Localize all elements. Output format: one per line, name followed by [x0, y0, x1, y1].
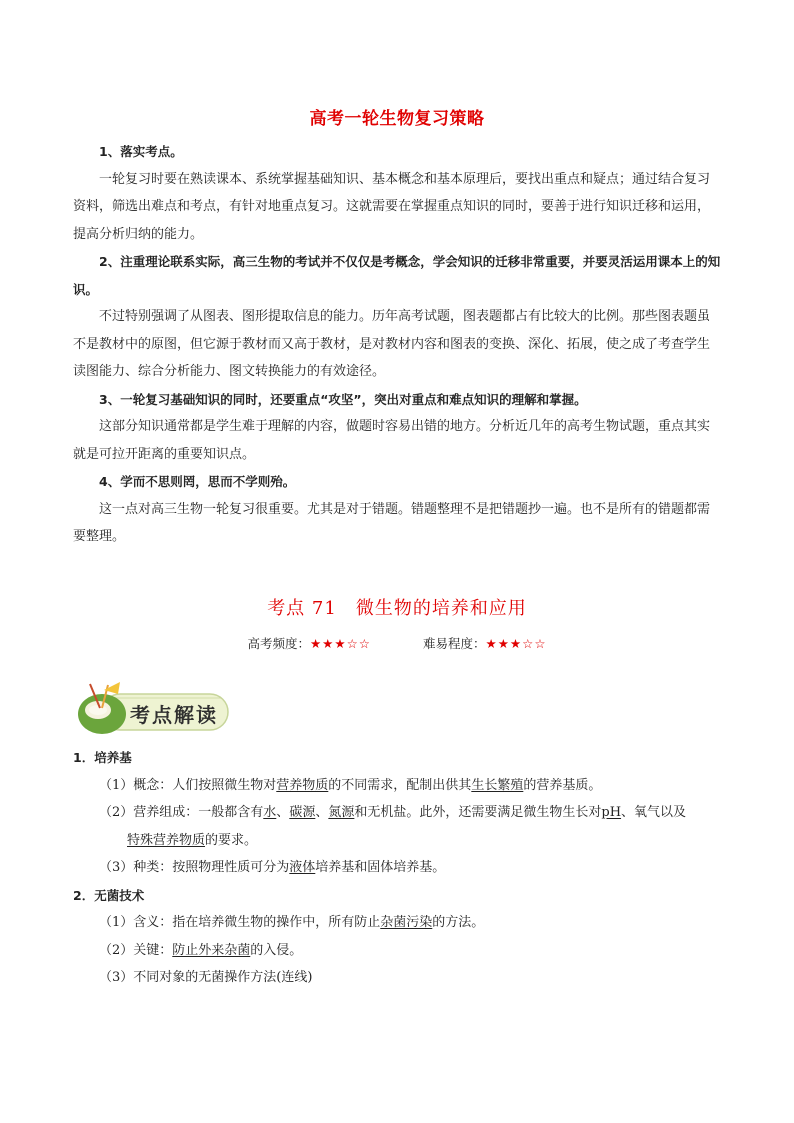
underlined-term: 水 — [263, 805, 277, 820]
section-1-item-2: （2）营养组成：一般都含有水、碳源、氮源和无机盐。此外，还需要满足微生物生长对pH、氧气以及 — [99, 805, 687, 820]
difficulty-stars-filled: ★★★ — [485, 636, 523, 651]
point-4-text: 这一点对高三生物一轮复习很重要。尤其是对于错题。错题整理不是把错题抄一遍。也不是所有的错题都需要整理。 — [73, 501, 711, 544]
strategy-body — [73, 138, 721, 551]
frequency-label: 高考频度： — [247, 636, 310, 651]
banner-text: 考点解读 — [130, 703, 218, 727]
section-1-item-3: （3）种类：按照物理性质可分为液体培养基和固体培养基。 — [99, 860, 446, 875]
underlined-term: 杂菌污染 — [380, 915, 433, 930]
difficulty-label: 难易程度： — [422, 636, 486, 651]
point-1-heading: 1、落实考点。 — [99, 144, 183, 159]
point-2-text: 不过特别强调了从图表、图形提取信息的能力。历年高考试题，图表题都占有比较大的比例。那些图表题虽不是教材中的原图，但它源于教材而又高于教材，是对教材内容和图表的变换、深化、拓展，使之成了考查学生读图能力、综合分析能力、图文转换能力的有效途径。 — [73, 309, 711, 379]
frequency-rating — [247, 634, 371, 652]
underlined-term: 生长繁殖 — [471, 777, 524, 793]
section-1-heading: 1．培养基 — [73, 750, 132, 765]
strategy-title: 高考一轮生物复习策略 — [309, 109, 485, 129]
section-2-heading: 2．无菌技术 — [73, 887, 145, 903]
difficulty-stars-empty: ☆☆ — [522, 636, 547, 651]
coconut-icon — [78, 682, 126, 734]
underlined-term: 特殊营养物质 — [127, 832, 206, 848]
topic-content — [73, 744, 725, 992]
section-2-item-3: （3）不同对象的无菌操作方法(连线) — [99, 970, 313, 985]
underlined-term: 营养物质 — [276, 777, 329, 793]
underlined-term: pH — [601, 805, 622, 820]
topic-title: 考点 71 微生物的培养和应用 — [267, 598, 527, 619]
point-1-text: 一轮复习时要在熟读课本、系统掌握基础知识、基本概念和基本原理后，要找出重点和疑点；通过结合复习资料，筛选出难点和考点，有针对地重点复习。这就需要在掌握重点知识的同时，要善于进行知识迁移和运用，提高分析归纳的能力。 — [73, 171, 711, 242]
point-3-text: 这部分知识通常都是学生难于理解的内容，做题时容易出错的地方。分析近几年的高考生物试题，重点其实就是可拉开距离的重要知识点。 — [73, 419, 711, 462]
frequency-stars-empty: ☆☆ — [346, 636, 371, 651]
underlined-term: 液体 — [289, 860, 316, 875]
section-1-item-1: （1）概念：人们按照微生物对营养物质的不同需求，配制出供其生长繁殖的营养基质。 — [99, 777, 602, 793]
section-2-item-1: （1）含义：指在培养微生物的操作中，所有防止杂菌污染的方法。 — [99, 915, 485, 930]
section-1-item-2-cont: 特殊营养物质的要求。 — [127, 832, 258, 848]
point-2-heading: 2、注重理论联系实际，高三生物的考试并不仅仅是考概念，学会知识的迁移非常重要，并要灵活运用课本上的知识。 — [73, 254, 721, 297]
underlined-term: 碳源 — [289, 805, 316, 820]
topic-banner — [72, 680, 232, 738]
underlined-term: 氮源 — [328, 805, 355, 820]
point-4-heading: 4、学而不思则罔，思而不学则殆。 — [99, 474, 296, 489]
section-2-item-2: （2）关键：防止外来杂菌的入侵。 — [99, 942, 303, 958]
underlined-term: 防止外来杂菌 — [172, 942, 251, 958]
rating-row — [0, 634, 794, 652]
frequency-stars-filled: ★★★ — [309, 636, 347, 651]
difficulty-rating — [423, 634, 547, 652]
point-3-heading: 3、一轮复习基础知识的同时，还要重点“攻坚”，突出对重点和难点知识的理解和掌握。 — [99, 391, 587, 407]
